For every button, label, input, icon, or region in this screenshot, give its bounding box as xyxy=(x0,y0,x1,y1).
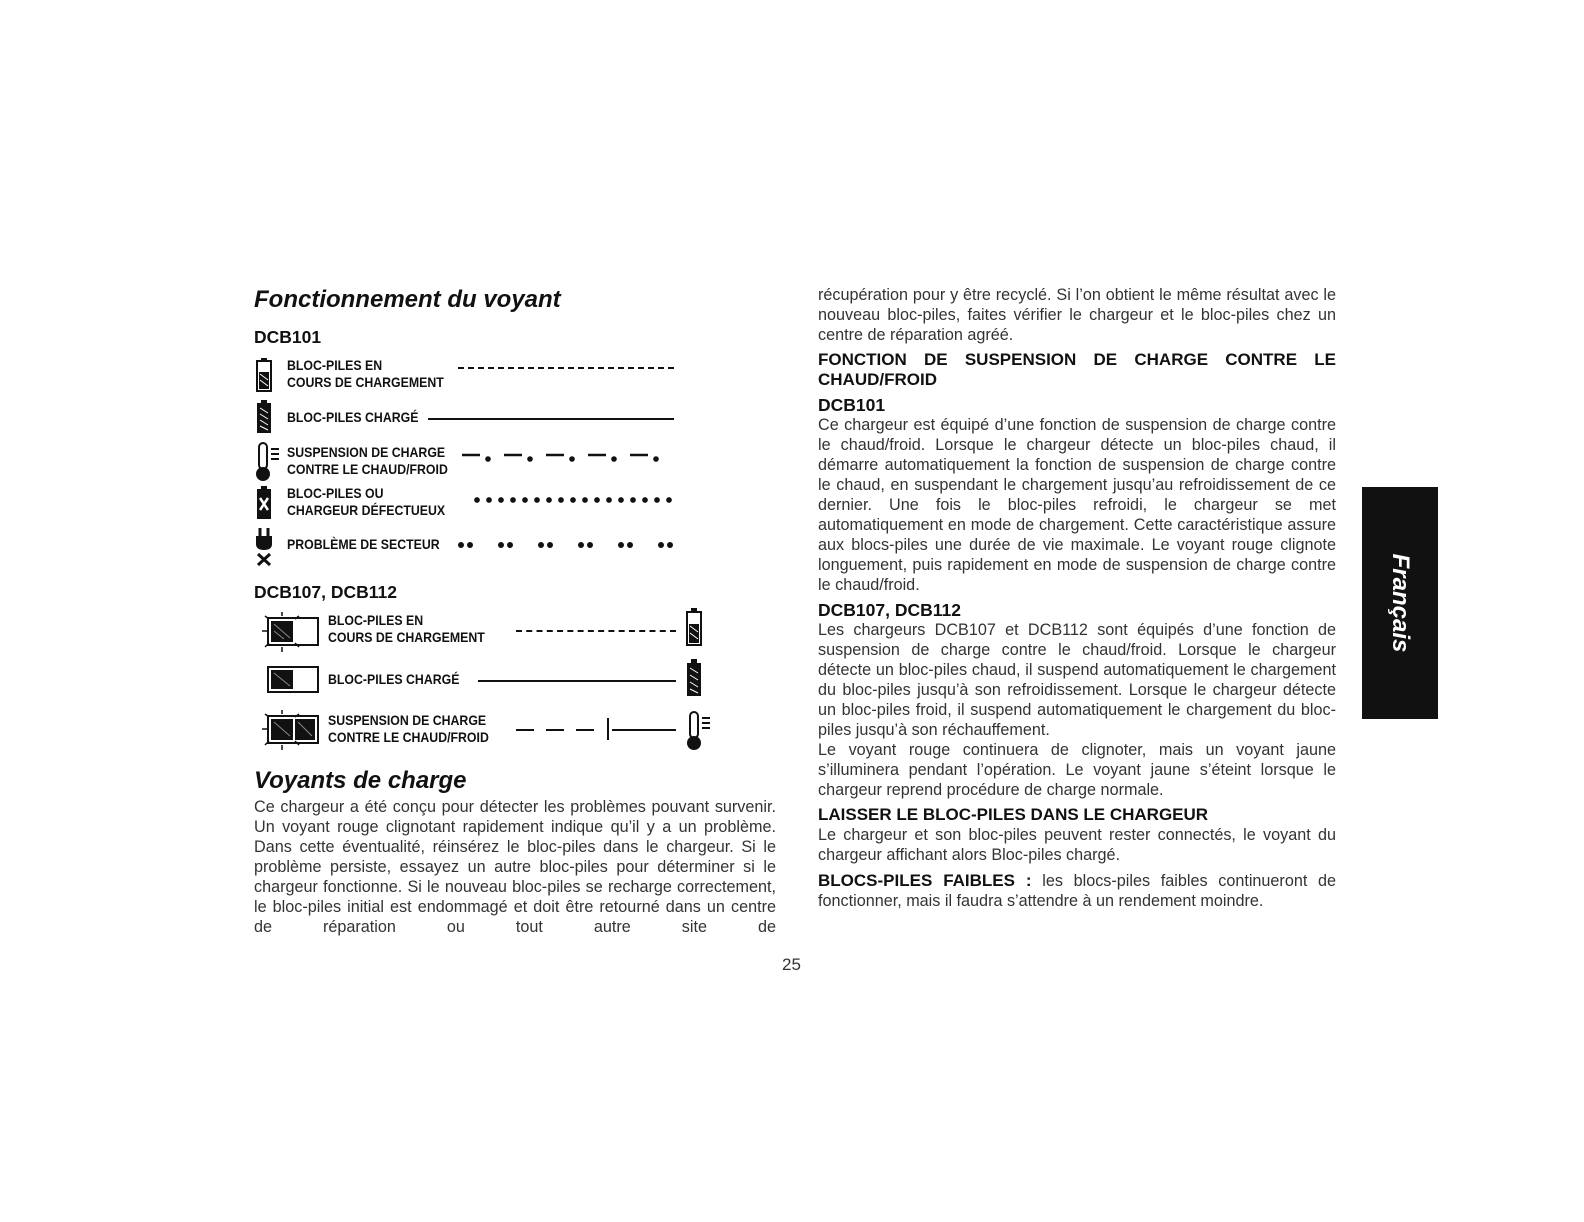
charging-dash-pattern xyxy=(458,367,674,369)
section-title-fonctionnement: Fonctionnement du voyant xyxy=(254,286,561,313)
laisser-heading: LAISSER LE BLOC-PILES DANS LE CHARGEUR xyxy=(818,805,1209,824)
blinking-indicator-icon xyxy=(262,612,324,652)
right-column xyxy=(818,285,1336,911)
thermometer-icon xyxy=(256,443,282,483)
laisser-paragraph: Le chargeur et son bloc-piles peuvent rester connectés, le voyant du chargeur affichant alors Bloc-piles chargé. xyxy=(818,826,1336,864)
defective-dot-pattern xyxy=(474,497,678,503)
language-tab xyxy=(1362,487,1438,719)
charged-solid-pattern xyxy=(428,418,674,420)
dcb107-row2-label: BLOC-PILES CHARGÉ xyxy=(328,671,460,687)
steady-indicator-icon xyxy=(262,665,324,695)
intro-paragraph: récupération pour y être recyclé. Si l’on obtient le même résultat avec le nouveau bloc-piles, faites vérifier le chargeur et le bloc-piles chez un centre de réparation agréé. xyxy=(818,286,1336,344)
dcb101-subheading: DCB101 xyxy=(818,395,886,415)
model-label-dcb101: DCB101 xyxy=(254,327,322,347)
dcb107-subheading: DCB107, DCB112 xyxy=(818,600,961,620)
dcb101-row1-label: BLOC-PILES EN COURS DE CHARGEMENT xyxy=(287,357,444,390)
page-number: 25 xyxy=(782,955,801,974)
battery-x-icon xyxy=(256,486,272,520)
thermometer-icon xyxy=(688,712,712,752)
battery-full-icon xyxy=(256,400,272,434)
model-label-dcb107: DCB107, DCB112 xyxy=(254,582,397,602)
dash-dot-pattern xyxy=(462,449,676,463)
blinking-indicator-icon xyxy=(262,710,324,750)
faibles-paragraph xyxy=(818,871,1336,911)
battery-charging-icon xyxy=(686,608,702,646)
dcb101-row5-label: PROBLÈME DE SECTEUR xyxy=(287,536,440,552)
section-title-voyants: Voyants de charge xyxy=(254,767,467,794)
dcb107-paragraph: Les chargeurs DCB107 et DCB112 sont équipés d’une fonction de suspension de charge contre le chaud/froid. Lorsque le chargeur détecte un bloc-piles chaud, il suspend automatiquement le chargement du bloc-piles jusqu’à son refroidissement. Lorsque le chargeur détecte un bloc-piles froid, il suspend automatiquement le chargement du bloc-piles jusqu’à son réchauffement. xyxy=(818,621,1336,739)
voyants-paragraph: Ce chargeur a été conçu pour détecter les problèmes pouvant survenir. Un voyant rouge clignotant rapidement indique qu’il y a un problème. Dans cette éventualité, réinsérez le bloc-piles dans le chargeur. Si le problème persiste, essayez un autre bloc-piles pour déterminer si le chargeur fonctionne. Si le nouveau bloc-piles se recharge correctement, le bloc-piles initial est endommagé et doit être retourné dans un centre de réparation ou tout autre site de xyxy=(254,798,776,936)
dcb107-row3-label: SUSPENSION DE CHARGE CONTRE LE CHAUD/FROID xyxy=(328,712,489,745)
faibles-text: les blocs-piles faibles continueront de fonctionner, mais il faudra s’attendre à un rendement moindre. xyxy=(818,872,1337,910)
dcb101-row3-label: SUSPENSION DE CHARGE CONTRE LE CHAUD/FROID xyxy=(287,444,448,477)
battery-charging-icon xyxy=(256,358,272,392)
dcb107-row1-label: BLOC-PILES EN COURS DE CHARGEMENT xyxy=(328,612,485,645)
dcb107-paragraph-2: Le voyant rouge continuera de clignoter, mais un voyant jaune s’illuminera pendant l’opération. Le voyant jaune s’éteint lorsque le chargeur reprend procédure de charge normale. xyxy=(818,741,1336,799)
language-tab-label: Français xyxy=(1387,553,1414,653)
dcb107-charging-dash-pattern xyxy=(516,630,676,632)
dcb101-paragraph: Ce chargeur est équipé d’une fonction de suspension de charge contre le chaud/froid. Lorsque le chargeur détecte un bloc-piles chaud, il démarre automatiquement la fonction de suspension de charge contre le chaud, en suspendant le chargement jusqu’au refroidissement de ce dernier. Une fois le bloc-piles refroidi, le chargeur se met automatiquement en mode de chargement. Cette caractéristique assure aux blocs-piles une durée de vie maximale. Le voyant rouge clignote longuement, puis rapidement en mode de suspension de charge contre le chaud/froid. xyxy=(818,416,1336,594)
dcb107-charged-solid-pattern xyxy=(478,680,676,682)
dash-then-solid-pattern xyxy=(516,716,676,742)
battery-full-icon xyxy=(686,659,702,697)
suspension-heading: FONCTION DE SUSPENSION DE CHARGE CONTRE LE CHAUD/FROID xyxy=(818,350,1336,389)
dot-pair-pattern xyxy=(458,541,678,549)
faibles-label: BLOCS-PILES FAIBLES : xyxy=(818,871,1032,890)
plug-x-icon xyxy=(254,528,276,566)
dcb101-row2-label: BLOC-PILES CHARGÉ xyxy=(287,409,419,425)
dcb101-row4-label: BLOC-PILES OU CHARGEUR DÉFECTUEUX xyxy=(287,485,446,518)
